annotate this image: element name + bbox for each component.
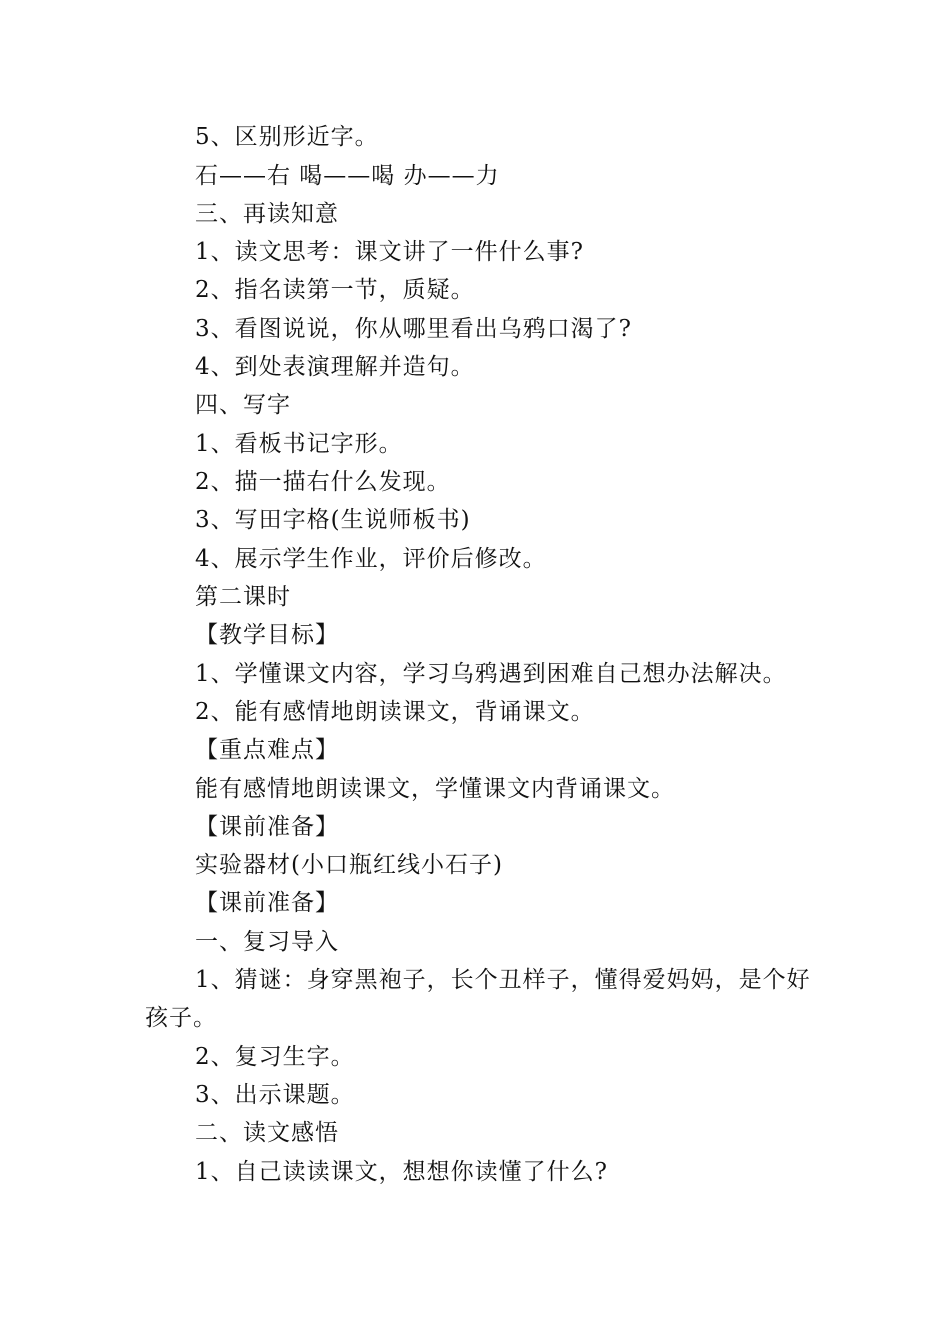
text-line: 3、看图说说，你从哪里看出乌鸦口渴了? [195, 316, 632, 342]
text-line: 5、区别形近字。 [195, 124, 379, 150]
text-line: 4、展示学生作业，评价后修改。 [195, 546, 547, 572]
section-heading: 【课前准备】 [195, 814, 339, 840]
text-line: 3、写田字格(生说师板书) [195, 507, 471, 533]
text-line: 2、指名读第一节，质疑。 [195, 277, 475, 303]
section-heading: 四、写字 [195, 392, 291, 418]
text-line: 2、复习生字。 [195, 1044, 355, 1070]
text-line: 1、学懂课文内容，学习乌鸦遇到困难自己想办法解决。 [195, 661, 787, 687]
text-line: 1、读文思考：课文讲了一件什么事? [195, 239, 584, 265]
section-heading: 【重点难点】 [195, 737, 339, 763]
section-heading: 【课前准备】 [195, 890, 339, 916]
text-line: 孩子。 [145, 1005, 217, 1031]
text-line: 1、自己读读课文，想想你读懂了什么? [195, 1159, 608, 1185]
text-line: 2、能有感情地朗读课文，背诵课文。 [195, 699, 595, 725]
section-heading: 二、读文感悟 [195, 1120, 339, 1146]
text-line: 石——右 喝——喝 办——力 [195, 163, 500, 189]
text-line: 实验器材(小口瓶红线小石子) [195, 852, 503, 878]
text-line: 能有感情地朗读课文，学懂课文内背诵课文。 [195, 776, 675, 802]
section-heading: 一、复习导入 [195, 929, 339, 955]
section-heading: 【教学目标】 [195, 622, 339, 648]
section-heading: 三、再读知意 [195, 201, 339, 227]
text-line: 1、看板书记字形。 [195, 431, 403, 457]
section-heading: 第二课时 [195, 584, 291, 610]
text-line: 1、猜谜：身穿黑袍子，长个丑样子，懂得爱妈妈，是个好 [195, 967, 811, 993]
text-line: 4、到处表演理解并造句。 [195, 354, 475, 380]
text-line: 2、描一描右什么发现。 [195, 469, 451, 495]
text-line: 3、出示课题。 [195, 1082, 355, 1108]
